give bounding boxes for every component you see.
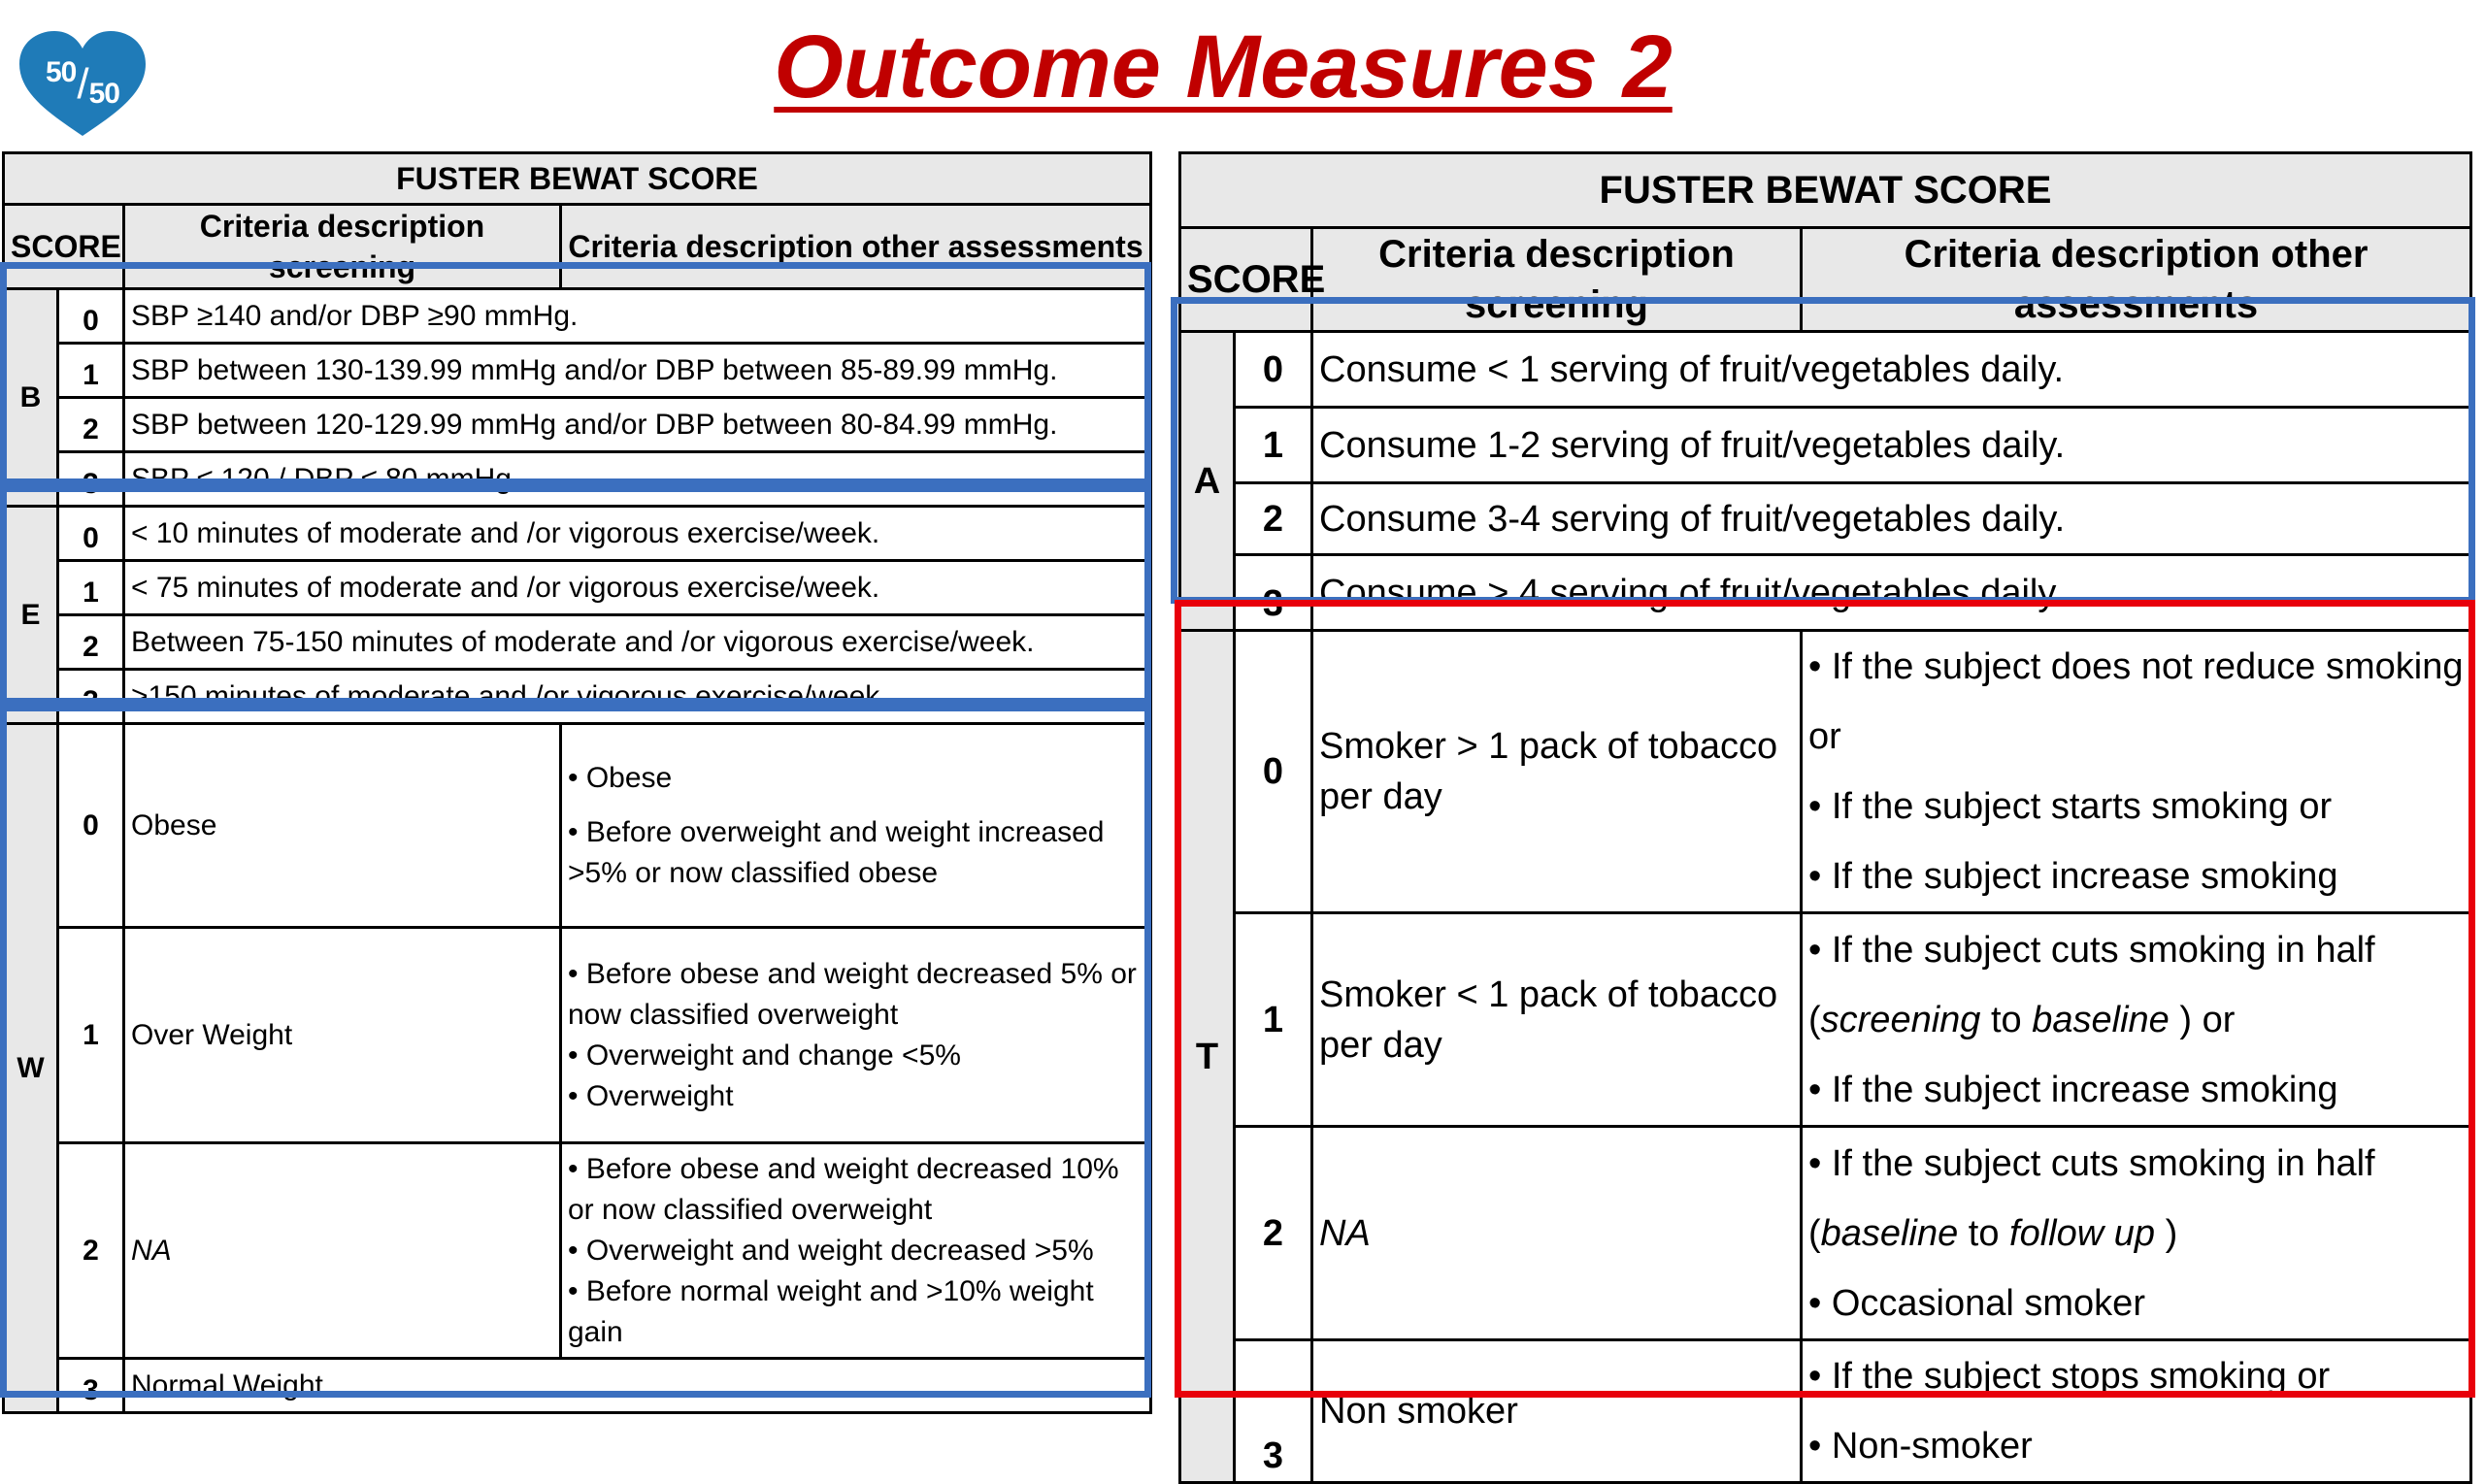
bullet-item: • If the subject starts smoking or [1808,786,2333,827]
score-cell: 3 [58,452,124,507]
bullet-text: ) or [2169,999,2236,1040]
logo-text [16,27,149,142]
bullet-item: • Overweight [568,1079,734,1112]
score-cell: 3 [1235,1340,1312,1483]
criteria-screening-cell: Smoker > 1 pack of tobacco per day [1312,631,1802,913]
score-cell: 1 [58,344,124,398]
left-col-score-header: SCORE [4,205,124,289]
right-col-other-header: Criteria description other assessments [1802,228,2471,332]
criteria-cell: SBP ≤ 120 / DBP ≤ 80 mmHg. [124,452,1151,507]
group-letter-b: B [4,289,58,507]
bullet-item: • Before obese and weight decreased 10% or now classified overweight [568,1152,1119,1226]
criteria-other-cell [561,928,1151,1143]
right-col-score-header: SCORE [1180,228,1312,332]
criteria-cell: Normal Weight [124,1359,1151,1413]
bullet-item: • If the subject increase smoking [1808,1069,2338,1110]
criteria-screening-cell: Non smoker [1312,1340,1802,1483]
score-cell: 0 [58,724,124,928]
bullet-italic: baseline [1820,1212,1959,1254]
logo-bottom-number: 50 [88,78,119,110]
criteria-other-cell [1802,1127,2471,1340]
criteria-other-cell [1802,631,2471,913]
bullet-text: • If the subject cuts smoking in half ( [1808,1142,2375,1254]
bullet-italic: follow up [2009,1212,2156,1254]
bullet-text: to [1958,1212,2010,1254]
score-cell: 1 [58,561,124,615]
right-col-screening-header: Criteria description screening [1312,228,1802,332]
bullet-item: • If the subject stops smoking or [1808,1356,2331,1397]
bullet-item: • Before overweight and weight increased >5% or now classified obese [568,815,1105,889]
criteria-screening-cell: NA [124,1143,561,1359]
criteria-cell: Consume 1-2 serving of fruit/vegetables daily. [1312,408,2471,483]
criteria-cell: Consume 3-4 serving of fruit/vegetables daily. [1312,483,2471,555]
score-cell: 0 [58,289,124,344]
score-cell: 1 [58,928,124,1143]
group-letter-t: T [1180,631,1235,1483]
bullet-item: • Overweight and change <5% [568,1039,961,1072]
criteria-screening-cell: Smoker < 1 pack of tobacco per day [1312,913,1802,1127]
right-score-table [1178,151,2472,1484]
criteria-other-cell [561,724,1151,928]
left-col-other-header: Criteria description other assessments [561,205,1151,289]
score-cell: 3 [58,1359,124,1413]
score-cell: 0 [1235,631,1312,913]
score-cell: 1 [1235,408,1312,483]
criteria-screening-cell: Over Weight [124,928,561,1143]
criteria-screening-cell: Obese [124,724,561,928]
bullet-item: • Occasional smoker [1808,1282,2145,1324]
bullet-item: • If the subject increase smoking [1808,856,2338,897]
bullet-item: • Before obese and weight decreased 5% or now classified overweight [568,957,1137,1031]
bullet-item: • Before normal weight and >10% weight gain [568,1274,1094,1348]
bullet-item: • Overweight and weight decreased >5% [568,1234,1094,1267]
group-letter-e: E [4,507,58,724]
fifty-fifty-logo [16,27,149,142]
criteria-cell: SBP ≥140 and/or DBP ≥90 mmHg. [124,289,1151,344]
score-cell: 2 [58,615,124,670]
score-cell: 2 [58,398,124,452]
left-table-title: FUSTER BEWAT SCORE [4,153,1151,205]
score-cell: 2 [58,1143,124,1359]
bullet-item [1808,915,2464,1055]
bullet-text: to [1980,999,2033,1040]
logo-top-number: 50 [46,56,77,88]
bullet-italic: screening [1820,999,1981,1040]
criteria-screening-cell: NA [1312,1127,1802,1340]
bullet-item [1808,1129,2464,1269]
criteria-other-cell [1802,913,2471,1127]
score-cell: 2 [1235,483,1312,555]
group-letter-a: A [1180,332,1235,631]
criteria-cell: Between 75-150 minutes of moderate and /or vigorous exercise/week. [124,615,1151,670]
bullet-item: • If the subject does not reduce smoking or [1808,646,2464,757]
criteria-cell: >150 minutes of moderate and /or vigorous exercise/week. [124,670,1151,724]
left-score-table [2,151,1152,1414]
criteria-cell: SBP between 120-129.99 mmHg and/or DBP between 80-84.99 mmHg. [124,398,1151,452]
score-cell: 2 [1235,1127,1312,1340]
criteria-cell: < 75 minutes of moderate and /or vigorous exercise/week. [124,561,1151,615]
criteria-other-cell [561,1143,1151,1359]
score-cell: 3 [58,670,124,724]
right-table-title: FUSTER BEWAT SCORE [1180,153,2471,228]
bullet-italic: baseline [2032,999,2170,1040]
criteria-cell: Consume < 1 serving of fruit/vegetables daily. [1312,332,2471,408]
score-cell: 3 [1235,555,1312,631]
page-title: Outcome Measures 2 [774,17,1673,116]
criteria-other-cell [1802,1340,2471,1483]
criteria-cell: < 10 minutes of moderate and /or vigorous exercise/week. [124,507,1151,561]
criteria-cell: Consume > 4 serving of fruit/vegetables daily. [1312,555,2471,631]
criteria-cell: SBP between 130-139.99 mmHg and/or DBP between 85-89.99 mmHg. [124,344,1151,398]
group-letter-w: W [4,724,58,1413]
bullet-text: • If the subject cuts smoking in half ( [1808,929,2375,1040]
bullet-item: • Obese [568,761,673,794]
bullet-text: ) [2155,1212,2178,1254]
score-cell: 0 [58,507,124,561]
score-cell: 1 [1235,913,1312,1127]
bullet-item: • Non-smoker [1808,1426,2033,1467]
score-cell: 0 [1235,332,1312,408]
logo-slash: / [77,60,88,108]
left-col-screening-header: Criteria description screening [124,205,561,289]
